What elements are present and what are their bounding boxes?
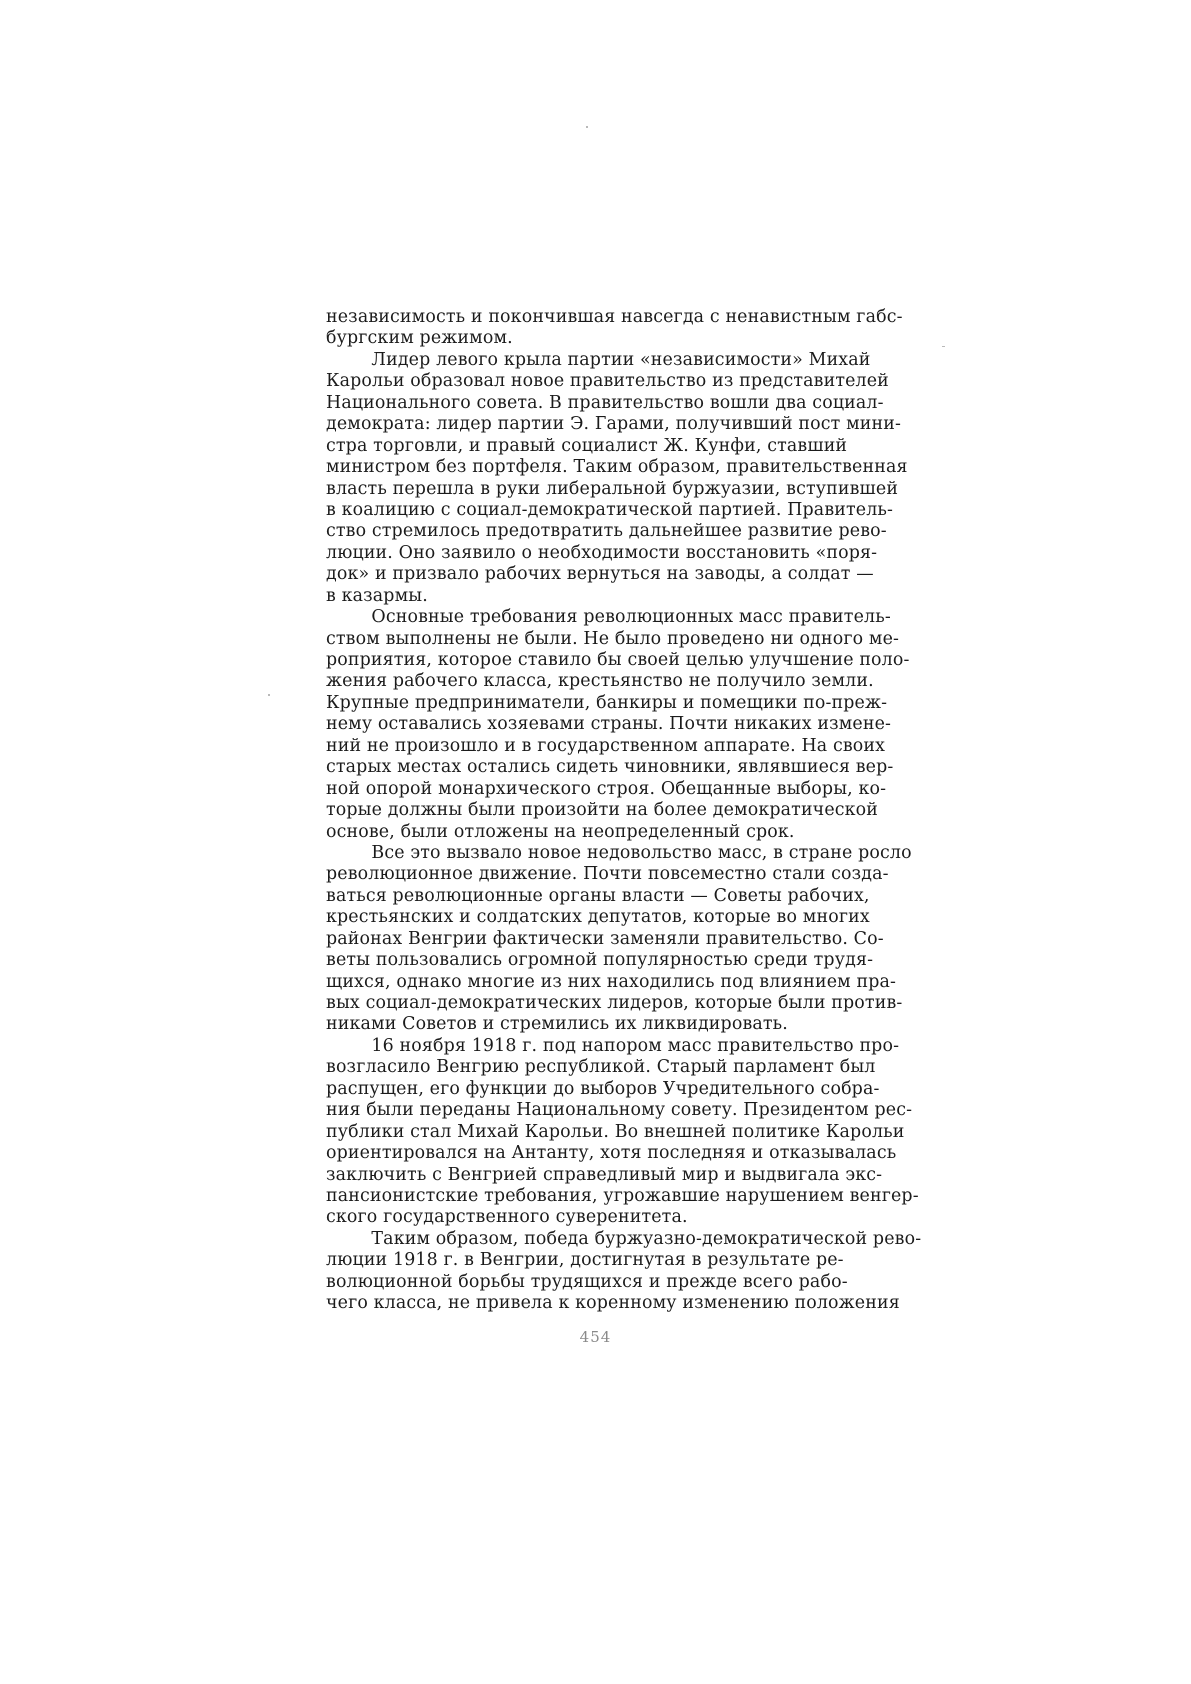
scan-speck (268, 694, 270, 696)
text-line: Национального совета. В правительство вошли два социал- (326, 392, 884, 413)
text-line: в казармы. (326, 585, 428, 606)
text-line: Все это вызвало новое недовольство масс, в стране росло (326, 842, 912, 863)
text-line: док» и призвало рабочих вернуться на заводы, а солдат — (326, 564, 874, 585)
text-line: Основные требования революционных масс правитель- (326, 607, 891, 628)
text-line: крестьянских и солдатских депутатов, которые во многих (326, 907, 870, 928)
text-line: стра торговли, и правый социалист Ж. Кунфи, ставший (326, 435, 848, 456)
text-line: министром без портфеля. Таким образом, правительственная (326, 457, 908, 478)
text-line: вых социал-демократических лидеров, которые были против- (326, 993, 903, 1013)
text-line: никами Советов и стремились их ликвидировать. (326, 1014, 788, 1035)
page-number: 454 (579, 1328, 612, 1346)
page-body-text (326, 307, 940, 1315)
text-line: в коалицию с социал-демократической партией. Правитель- (326, 499, 894, 520)
text-line: Таким образом, победа буржуазно-демократической рево- (326, 1228, 922, 1249)
text-line: независимость и покончившая навсегда с ненавистным габс- (326, 307, 903, 327)
text-line: веты пользовались огромной популярностью среди трудя- (326, 950, 874, 971)
text-line: ориентировался на Антанту, хотя последняя и отказывалась (326, 1143, 897, 1164)
text-line: старых местах остались сидеть чиновники, являвшиеся вер- (326, 757, 894, 778)
text-line: Лидер левого крыла партии «независимости» Михай (326, 349, 871, 370)
text-line: основе, были отложены на неопределенный срок. (326, 821, 795, 842)
text-line: волюционной борьбы трудящихся и прежде всего рабо- (326, 1271, 848, 1292)
text-line: щихся, однако многие из них находились под влиянием пра- (326, 971, 897, 992)
text-line: ством выполнены не были. Не было проведено ни одного ме- (326, 628, 900, 649)
text-line: люции 1918 г. в Венгрии, достигнутая в результате ре- (326, 1250, 844, 1271)
text-line: жения рабочего класса, крестьянство не получило земли. (326, 671, 874, 692)
scan-speck (942, 346, 945, 347)
text-line: заключить с Венгрией справедливый мир и выдвигала экс- (326, 1164, 883, 1185)
text-line: революционное движение. Почти повсеместно стали созда- (326, 864, 889, 885)
text-line: роприятия, которое ставило бы своей целью улучшение поло- (326, 650, 910, 670)
text-line: бургским режимом. (326, 328, 513, 349)
scan-speck (586, 126, 588, 128)
text-line: нему оставались хозяевами страны. Почти никаких измене- (326, 714, 892, 735)
text-line: ний не произошло и в государственном аппарате. На своих (326, 735, 886, 756)
text-line: торые должны были произойти на более демократической (326, 800, 879, 821)
text-line: Крупные предприниматели, банкиры и помещики по-преж- (326, 692, 888, 713)
text-line: люции. Оно заявило о необходимости восстановить «поря- (326, 542, 878, 563)
text-line: ной опорой монархического строя. Обещанные выборы, ко- (326, 778, 887, 799)
text-line: распущен, его функции до выборов Учредительного собра- (326, 1078, 880, 1099)
text-line: власть перешла в руки либеральной буржуазии, вступившей (326, 478, 899, 499)
text-line: демократа: лидер партии Э. Гарами, получивший пост мини- (326, 414, 902, 435)
text-line: 16 ноября 1918 г. под напором масс правительство про- (326, 1035, 900, 1056)
text-line: публики стал Михай Карольи. Во внешней политике Карольи (326, 1121, 905, 1142)
text-line: ваться революционные органы власти — Советы рабочих, (326, 885, 870, 906)
text-line: районах Венгрии фактически заменяли правительство. Со- (326, 928, 884, 949)
text-line: ния были переданы Национальному совету. Президентом рес- (326, 1100, 913, 1121)
text-line: чего класса, не привела к коренному изменению положения (326, 1293, 900, 1314)
text-line: ство стремилось предотвратить дальнейшее развитие рево- (326, 521, 887, 542)
text-line: возгласило Венгрию республикой. Старый парламент был (326, 1057, 876, 1078)
text-line: ского государственного суверенитета. (326, 1207, 688, 1228)
text-line: пансионистские требования, угрожавшие нарушением венгер- (326, 1185, 919, 1206)
text-line: Карольи образовал новое правительство из представителей (326, 371, 889, 392)
